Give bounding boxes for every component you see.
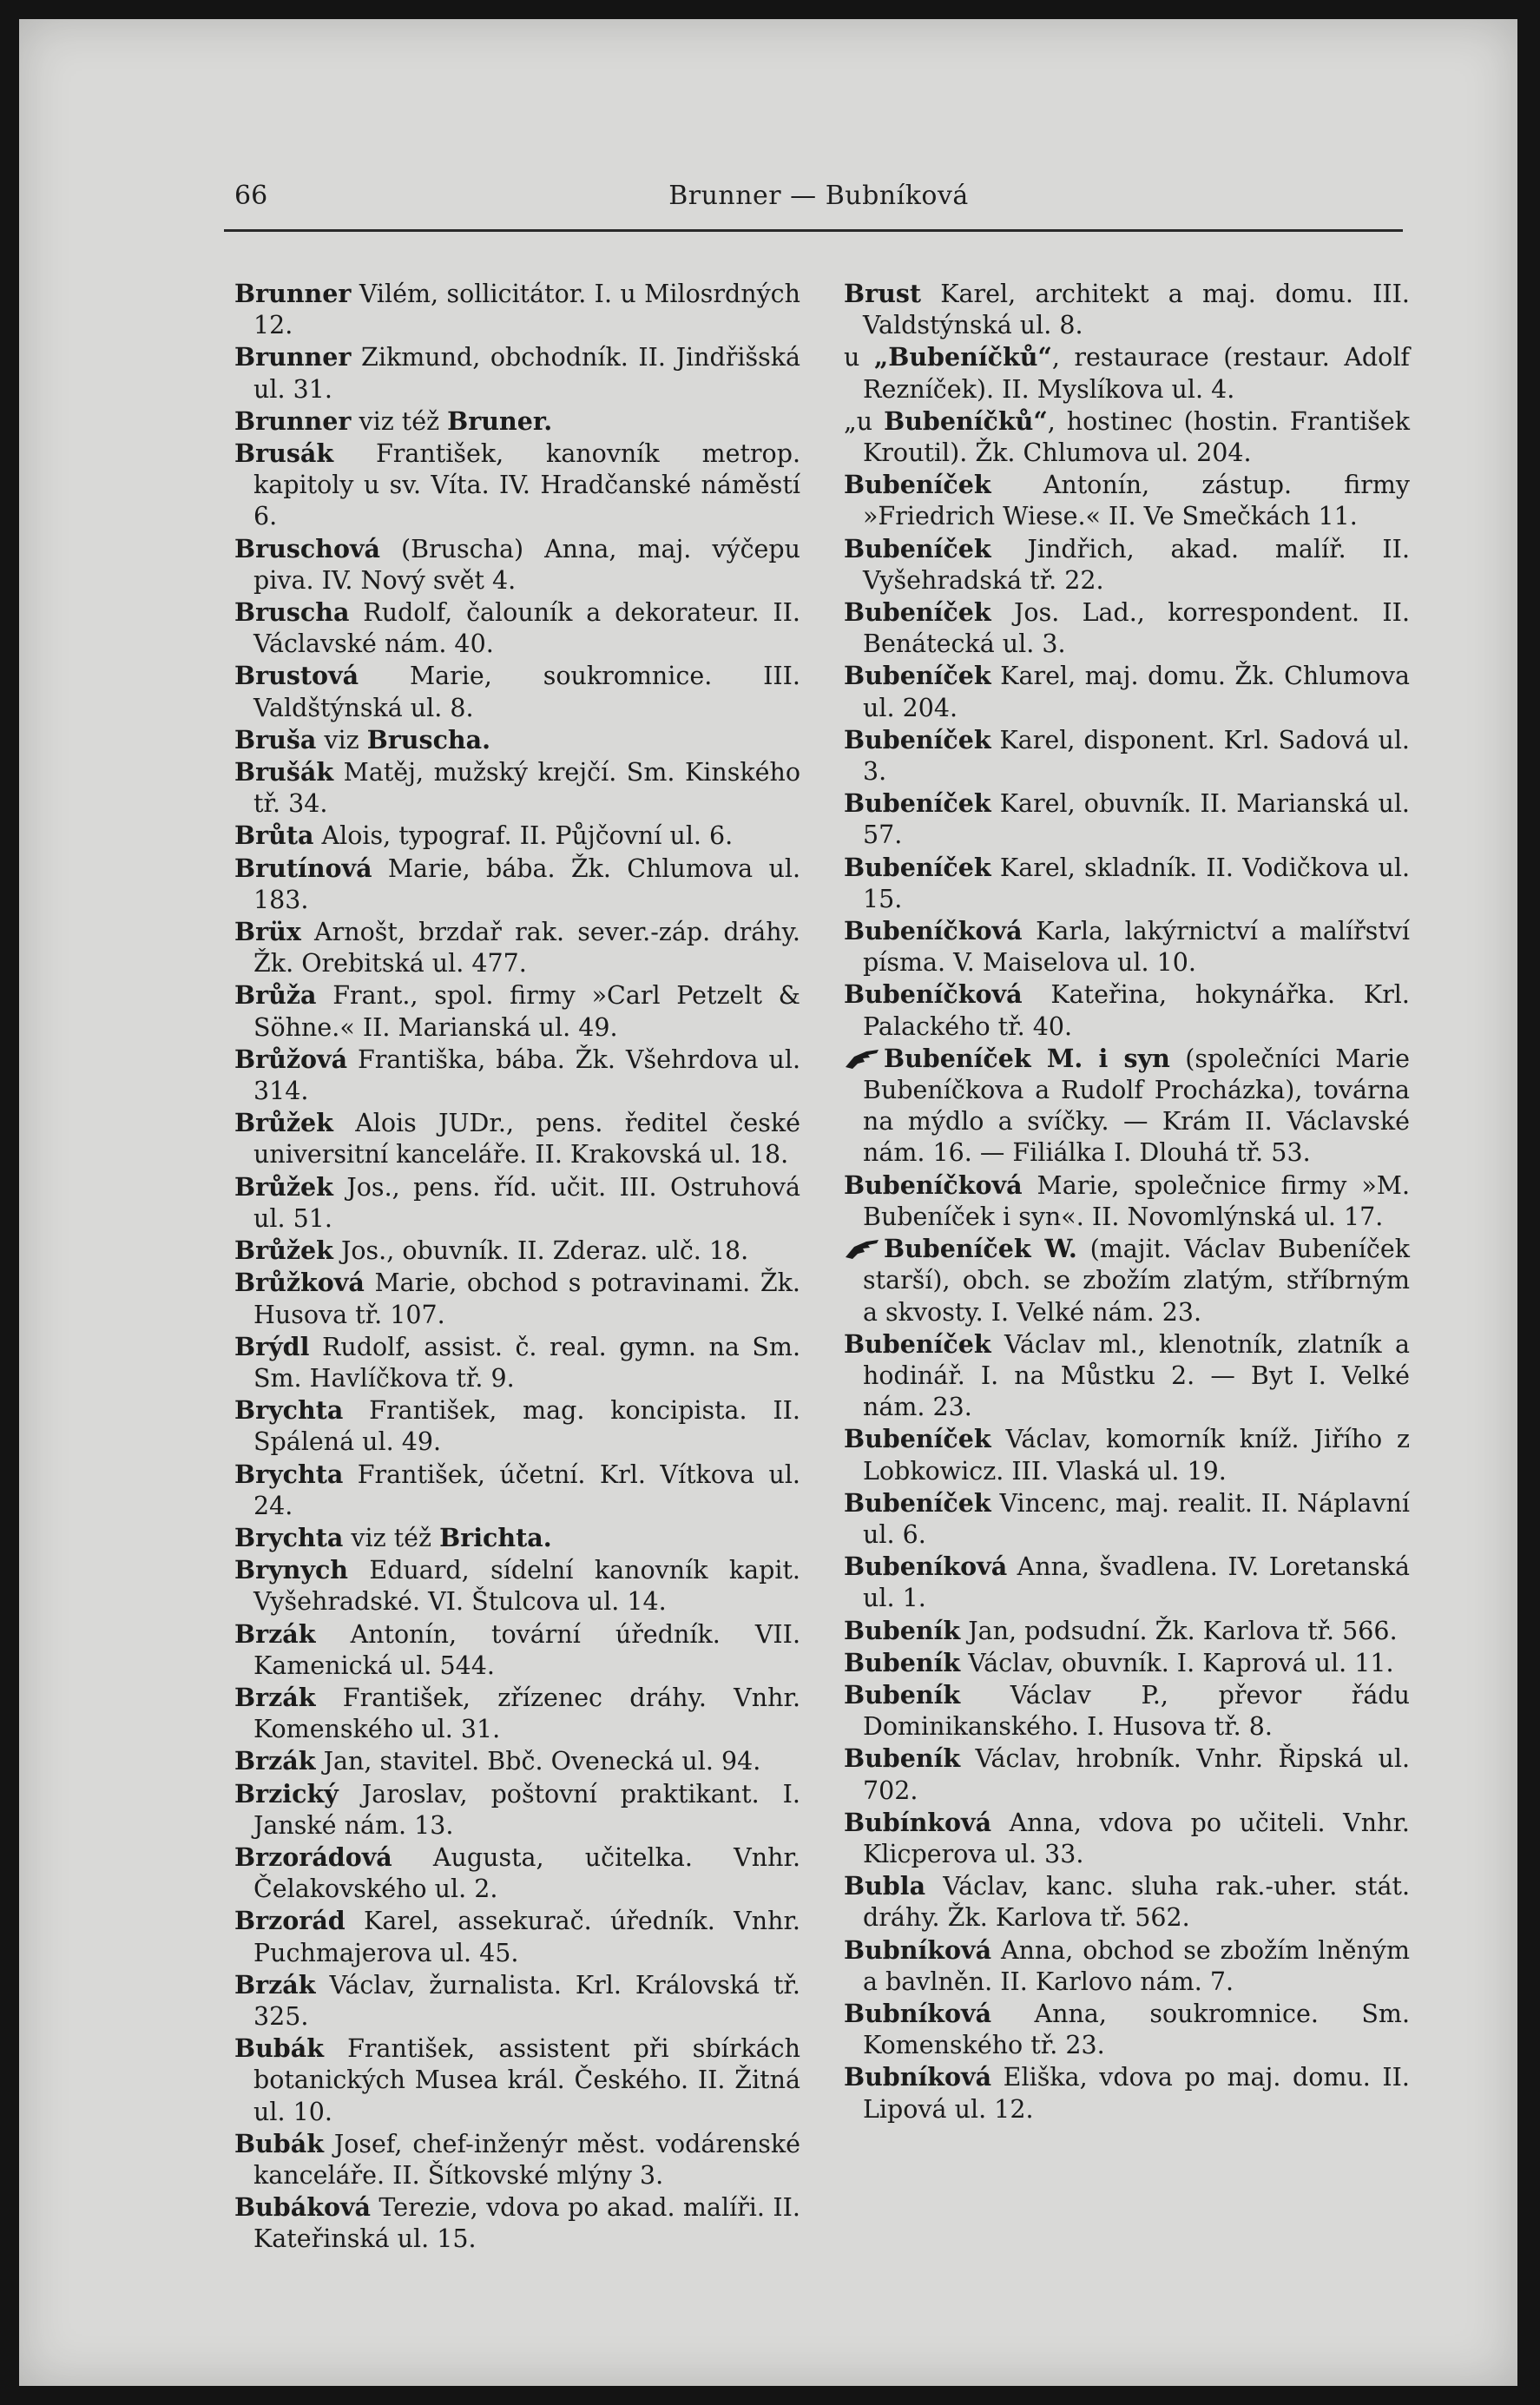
entry-name: Bubeník [844,1679,961,1710]
entry-name: Bubeníček [844,788,991,819]
directory-entry [844,1233,1410,1328]
directory-entry [844,1743,1410,1806]
entry-name: Brůžek [234,1108,333,1138]
directory-entry [844,469,1410,532]
entry-name: Bubeníček W. [884,1234,1077,1264]
entry-details: Marie, soukromnice. III. Valdštýnská ul. 8. [253,662,800,722]
directory-entry [234,853,800,916]
entry-name: Brzorádová [234,1842,392,1872]
entry-name: Bubáková [234,2192,371,2223]
entry-name: Brušák [234,757,334,787]
entry-details: František, mag. koncipista. II. Spálená ul. 49. [253,1396,800,1457]
entry-name: Bubníková [844,1998,992,2028]
directory-entry [844,1998,1410,2061]
entry-details: Eliška, vdova po maj. domu. II. Lipová ul. 12. [863,2063,1410,2124]
entry-cross-reference: Bruscha. [366,724,491,754]
directory-entry [844,1328,1410,1424]
entry-details: (společníci Marie Bubeníčkova a Rudolf Procházka), továrna na mýdlo a svíčky. — Krám II. Václavské nám. 16. — Filiálka I. Dlouhá tř. 53. [863,1044,1410,1168]
entry-name: Brůžek [234,1171,333,1202]
entry-details: Kateřina, hokynářka. Krl. Palackého tř. 40. [863,980,1410,1041]
entry-name: Bubeník [844,1743,961,1774]
entry-details: Rudolf, čalouník a dekorateur. II. Václavské nám. 40. [253,598,800,659]
directory-entry [234,1618,800,1682]
directory-entry [234,820,800,852]
entry-name: Brzák [234,1682,316,1712]
directory-entry [844,533,1410,596]
entry-name: Bubeníček [844,724,991,754]
entry-details: Karel, obuvník. II. Marianská ul. 57. [863,789,1410,850]
entry-details: Jos. Lad., korrespondent. II. Benátecká ul. 3. [863,598,1410,659]
entry-details: Václav, komorník kníž. Jiřího z Lobkowicz. III. Vlaská ul. 19. [863,1425,1410,1486]
entry-details: Anna, vdova po učiteli. Vnhr. Klicperova ul. 33. [863,1808,1410,1868]
entry-details: Antonín, tovární úředník. VII. Kamenická ul. 544. [253,1619,800,1680]
entry-details: Augusta, učitelka. Vnhr. Čelakovského ul. 2. [253,1842,800,1904]
directory-entry [234,1554,800,1618]
directory-entry [234,1267,800,1330]
directory-entry [844,724,1410,787]
directory-entry [844,1934,1410,1998]
entry-details: Marie, bába. Žk. Chlumova ul. 183. [253,853,800,914]
entry-name: Bubeníček [844,1487,991,1518]
directory-entry [844,596,1410,660]
entry-details: František, zřízenec dráhy. Vnhr. Komenského ul. 31. [253,1683,800,1744]
entry-details: Eduard, sídelní kanovník kapit. Vyšehradské. VI. Štulcova ul. 14. [253,1556,800,1617]
entry-details: Karla, lakýrnictví a malířství písma. V. Maiselova ul. 10. [863,917,1410,978]
entry-name: Bubeníček M. i syn [884,1043,1170,1073]
directory-entry [234,1171,800,1235]
entry-details: Karel, maj. domu. Žk. Chlumova ul. 204. [863,662,1410,722]
entry-details: František, assistent při sbírkách botanických Musea král. Českého. II. Žitná ul. 10. [253,2034,800,2126]
entry-name: Brust [844,279,922,308]
entry-details: Rudolf, assist. č. real. gymn. na Sm. Sm. Havlíčkova tř. 9. [253,1332,800,1393]
entry-details: Karel, disponent. Krl. Sadová ul. 3. [863,725,1410,787]
directory-entry [234,341,800,405]
entry-name: Bruschová [234,533,380,563]
entry-details: Anna, soukromnice. Sm. Komenského tř. 23. [863,1999,1410,2060]
directory-entry [844,405,1410,469]
directory-entry [234,405,800,438]
entry-name: Brutínová [234,853,372,883]
directory-entry [234,438,800,533]
entry-details: Jos., obuvník. II. Zderaz. ulč. 18. [332,1236,749,1266]
entry-name: Brusák [234,438,334,469]
directory-entry [234,2191,800,2255]
entry-details: Václav P., převor řádu Dominikanského. I. Husova tř. 8. [863,1680,1410,1742]
directory-entry [844,2061,1410,2125]
entry-name: Brzák [234,1969,316,2000]
entry-name: Brůta [234,820,314,851]
entry-details: Jan, podsudní. Žk. Karlova tř. 566. [960,1616,1398,1645]
directory-entry [234,979,800,1043]
entry-details: viz [316,725,367,754]
directory-entry [844,660,1410,723]
entry-details: Zikmund, obchodník. II. Jindřišská ul. 31. [253,343,800,404]
entry-details: , hostinec (hostin. František Kroutil). Žk. Chlumova ul. 204. [863,406,1410,468]
entry-cross-reference: Brichta. [439,1522,552,1552]
entry-name: Brüx [234,917,301,947]
entry-name: Brunner [234,405,352,436]
entry-details: Anna, švadlena. IV. Loretanská ul. 1. [863,1552,1410,1613]
entry-name: Bubníková [844,1934,992,1965]
entry-name: Bubeníčková [844,1170,1023,1200]
directory-entry [234,1107,800,1170]
entry-details: viz též [351,406,448,436]
page-number: 66 [234,181,268,211]
directory-entry [844,852,1410,915]
entry-details: Karel, architekt a maj. domu. III. Valdstýnská ul. 8. [863,280,1410,340]
entry-details: Jaroslav, poštovní praktikant. I. Janské nám. 13. [253,1779,800,1840]
entry-name: Bubák [234,2033,324,2064]
entry-details: (Bruscha) Anna, maj. výčepu piva. IV. Nový svět 4. [253,534,800,595]
entry-details: Vilém, sollicitátor. I. u Milosrdných 12. [253,280,800,340]
entry-details: Marie, společnice firmy »M. Bubeníček i syn«. II. Novomlýnská ul. 17. [863,1170,1410,1231]
entry-details: Karel, skladník. II. Vodičkova ul. 15. [863,853,1410,913]
entry-name: Bubla [844,1871,926,1901]
entry-details: Jindřich, akad. malíř. II. Vyšehradská tř. 22. [863,534,1410,595]
entry-details: viz též [343,1523,440,1552]
directory-entry [844,1647,1410,1679]
entry-details: Václav, hrobník. Vnhr. Řipská ul. 702. [863,1744,1410,1805]
entry-details: Františka, bába. Žk. Všehrdova ul. 314. [253,1044,800,1106]
directory-entry [844,787,1410,851]
entry-name: Brychta [234,1459,344,1489]
entry-details: Alois, typograf. II. Půjčovní ul. 6. [313,821,734,851]
directory-entry [234,1522,800,1554]
directory-entry [234,1682,800,1745]
entry-name: Brýdl [234,1331,310,1361]
directory-entry [844,278,1410,341]
pointing-hand-icon [844,1238,880,1261]
directory-entry [234,1905,800,1968]
pointing-hand-icon [844,1048,880,1071]
book-page [19,19,1517,2386]
directory-entry [234,2128,800,2191]
entry-name: Bruša [234,724,317,754]
entry-details: Marie, obchod s potravinami. Žk. Husova tř. 107. [253,1268,800,1329]
directory-entry [844,1679,1410,1743]
entry-name: Bubeníček [844,1328,991,1359]
directory-entry [234,1331,800,1394]
page-header [234,174,1403,221]
entry-name: Brychta [234,1522,344,1552]
entry-details: Antonín, zástup. firmy »Friedrich Wiese.« II. Ve Smečkách 11. [863,471,1410,531]
entry-details: Václav ml., klenotník, zlatník a hodinář. I. na Můstku 2. — Byt I. Velké nám. 23. [863,1329,1410,1422]
header-rule [224,229,1403,232]
directory-entry [234,756,800,820]
directory-entry [844,1170,1410,1233]
entry-name: Bubníková [844,2062,992,2092]
entry-name: Bubeníček [844,597,991,628]
directory-entry [234,533,800,596]
directory-entry [234,1778,800,1842]
running-head: Brunner — Bubníková [668,181,969,211]
entry-prefix: u [844,343,874,372]
entry-name: Brychta [234,1395,344,1426]
entry-details: (majit. Václav Bubeníček starší), obch. se zbožím zlatým, stříbrným a skvosty. I. Velké nám. 23. [863,1235,1410,1327]
entry-name: Brzorád [234,1906,346,1936]
entry-name: Bubeníčků“ [884,405,1048,436]
entry-prefix: „u [844,406,885,436]
directory-entry [844,1551,1410,1614]
directory-entry [234,1842,800,1905]
entry-name: Brzák [234,1618,316,1649]
entry-details: Karel, assekurač. úředník. Vnhr. Puchmajerova ul. 45. [253,1907,800,1967]
directory-entry [844,915,1410,978]
entry-name: Bubeníčková [844,979,1023,1010]
entry-name: Brzák [234,1746,316,1776]
directory-entry [234,1745,800,1777]
entry-details: Arnošt, brzdař rak. sever.-záp. dráhy. Žk. Orebitská ul. 477. [253,918,800,978]
entry-details: František, účetní. Krl. Vítkova ul. 24. [253,1459,800,1520]
directory-entry [844,1615,1410,1647]
entry-name: Bubeníčková [844,916,1023,946]
directory-entry [844,1870,1410,1934]
entry-cross-reference: Bruner. [447,405,553,436]
entry-name: Bubeníček [844,1424,991,1454]
directory-entry [844,1807,1410,1870]
entry-details: Václav, žurnalista. Krl. Královská tř. 325. [253,1970,800,2031]
entry-name: Bubínková [844,1807,992,1837]
entry-details: Václav, obuvník. I. Kaprová ul. 11. [960,1648,1394,1677]
directory-entry [844,1487,1410,1551]
entry-name: Bubák [234,2128,324,2158]
entry-details: František, kanovník metrop. kapitoly u sv. Víta. IV. Hradčanské náměstí 6. [253,439,800,531]
entry-name: Bruscha [234,597,350,628]
directory-entry [844,1043,1410,1170]
entry-name: Brůža [234,980,317,1011]
entry-name: Bubeníček [844,852,991,882]
entry-name: Brůžová [234,1044,348,1074]
entry-name: Bubeníček [844,470,991,500]
directory-entry [234,1459,800,1522]
entry-name: Bubeníček [844,661,991,691]
entry-name: Bubeníková [844,1552,1008,1582]
directory-entry [844,341,1410,405]
directory-entry [234,596,800,660]
entry-details: Matěj, mužský krejčí. Sm. Kinského tř. 34. [253,758,800,819]
entry-details: Anna, obchod se zbožím lněným a bavlněn. II. Karlovo nám. 7. [863,1935,1410,1996]
entry-details: Terezie, vdova po akad. malíři. II. Kateřinská ul. 15. [253,2193,800,2254]
entry-details: Vincenc, maj. realit. II. Náplavní ul. 6. [863,1488,1410,1549]
directory-entry [844,1423,1410,1486]
directory-entry [234,1969,800,2033]
entry-details: , restaurace (restaur. Adolf Rezníček). II. Myslíkova ul. 4. [863,343,1410,404]
directory-entry [234,278,800,341]
entry-name: Brustová [234,661,359,691]
left-column [234,278,800,2256]
directory-entry [234,724,800,756]
directory-entry [844,978,1410,1042]
entry-name: Brunner [234,342,352,372]
entry-details: Alois JUDr., pens. ředitel české universitní kanceláře. II. Krakovská ul. 18. [253,1109,800,1170]
right-column [844,278,1410,2125]
directory-entry [234,916,800,979]
entry-name: „Bubeníčků“ [873,342,1052,372]
entry-name: Brunner [234,279,352,308]
directory-entry [234,1235,800,1267]
entry-name: Bubeník [844,1615,961,1645]
directory-entry [234,2033,800,2128]
entry-details: Frant., spol. firmy »Carl Petzelt & Söhne.« II. Marianská ul. 49. [253,981,800,1042]
entry-details: Jan, stavitel. Bbč. Ovenecká ul. 94. [315,1747,761,1776]
entry-name: Brzický [234,1778,339,1809]
entry-name: Brůžková [234,1268,365,1298]
directory-entry [234,1394,800,1458]
entry-details: Josef, chef-inženýr měst. vodárenské kanceláře. II. Šítkovské mlýny 3. [253,2129,800,2190]
entry-details: Václav, kanc. sluha rak.-uher. stát. dráhy. Žk. Karlova tř. 562. [863,1872,1410,1933]
entry-name: Brůžek [234,1235,333,1266]
entry-details: Jos., pens. říd. učit. III. Ostruhová ul. 51. [253,1172,800,1233]
entry-name: Bubeník [844,1647,961,1677]
directory-entry [234,660,800,723]
entry-name: Bubeníček [844,533,991,563]
entry-name: Brynych [234,1555,349,1585]
directory-entry [234,1044,800,1107]
